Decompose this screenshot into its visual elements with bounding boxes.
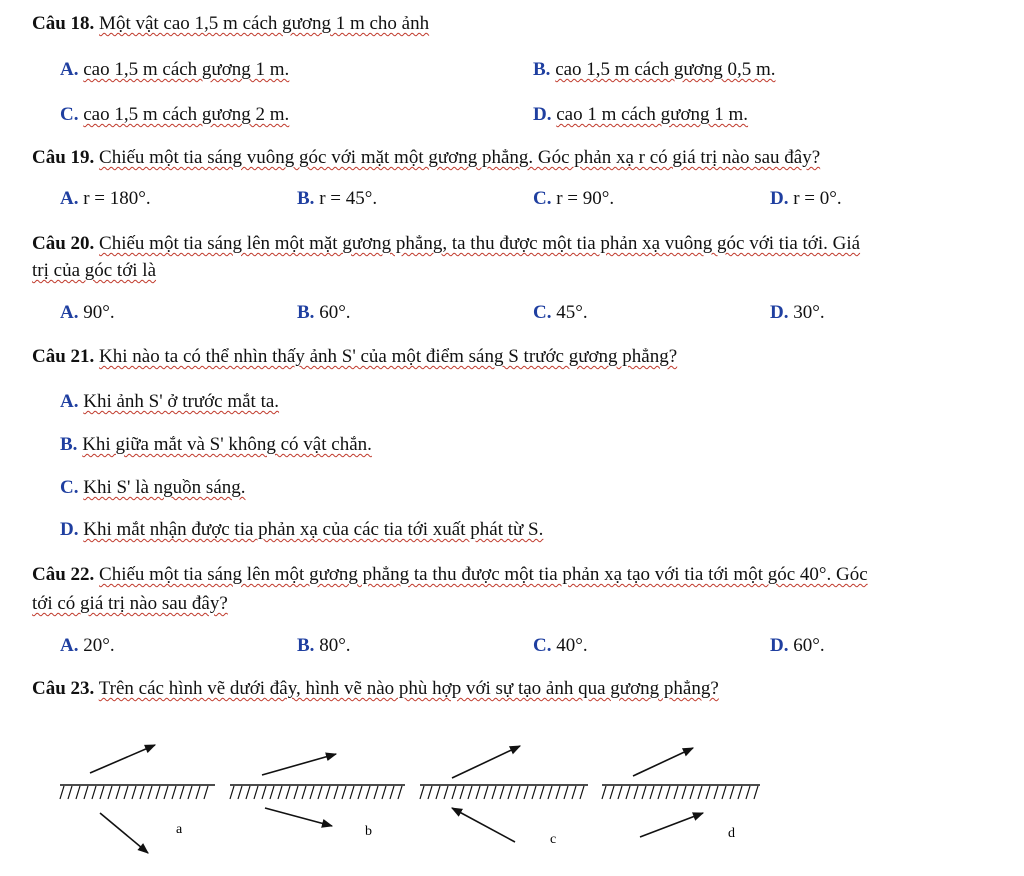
- mirror-hatch: [180, 786, 184, 799]
- mirror-hatch: [262, 786, 266, 799]
- option-letter: B.: [297, 188, 315, 209]
- mirror-hatch: [246, 786, 250, 799]
- mirror-hatch: [706, 786, 710, 799]
- option-a: [60, 634, 115, 658]
- question-number: Câu 22.: [32, 564, 95, 585]
- option-letter: C.: [533, 188, 552, 209]
- mirror-hatch: [572, 786, 576, 799]
- option-c: [533, 301, 588, 325]
- mirror-hatch: [746, 786, 750, 799]
- question-number: Câu 21.: [32, 346, 95, 367]
- mirror-hatch: [164, 786, 168, 799]
- option-letter: D.: [533, 104, 552, 125]
- option-text: 60°.: [793, 635, 825, 656]
- mirror-hatch: [358, 786, 362, 799]
- option-letter: D.: [770, 302, 789, 323]
- mirror-hatch: [124, 786, 128, 799]
- mirror-hatch: [100, 786, 104, 799]
- mirror-hatch: [492, 786, 496, 799]
- mirror-hatch: [580, 786, 584, 799]
- ray-above: [262, 754, 336, 775]
- ray-below: [100, 813, 148, 853]
- diagram-b: [230, 754, 405, 839]
- option-text: Khi giữa mắt và S' không có vật chắn.: [82, 434, 372, 455]
- mirror-hatch: [714, 786, 718, 799]
- mirror-hatch: [254, 786, 258, 799]
- mirror-hatch: [556, 786, 560, 799]
- mirror-hatch: [68, 786, 72, 799]
- option-letter: A.: [60, 302, 79, 323]
- option-a: [60, 390, 279, 414]
- option-letter: B.: [60, 434, 78, 455]
- mirror-hatch: [602, 786, 606, 799]
- mirror-hatch: [420, 786, 424, 799]
- question-text: Khi nào ta có thể nhìn thấy ảnh S' của một điểm sáng S trước gương phẳng?: [99, 346, 678, 367]
- option-letter: A.: [60, 635, 79, 656]
- mirror-hatch: [468, 786, 472, 799]
- question-22-line2: [32, 592, 228, 616]
- mirror-hatch: [156, 786, 160, 799]
- mirror-hatch: [382, 786, 386, 799]
- option-letter: C.: [60, 477, 79, 498]
- mirror-hatch: [650, 786, 654, 799]
- ray-below: [640, 813, 703, 837]
- question-23: [32, 677, 719, 701]
- question-19: [32, 146, 820, 170]
- mirror-hatch: [140, 786, 144, 799]
- mirror-hatch: [286, 786, 290, 799]
- mirror-hatch: [532, 786, 536, 799]
- question-21: [32, 345, 677, 369]
- mirror-hatch: [270, 786, 274, 799]
- option-text: 40°.: [556, 635, 588, 656]
- option-text: r = 180°.: [83, 188, 151, 209]
- question-number: Câu 18.: [32, 13, 95, 34]
- question-20: [32, 232, 860, 256]
- question-text-line2: trị của góc tới là: [32, 260, 157, 281]
- option-a: [60, 58, 289, 82]
- mirror-hatch: [132, 786, 136, 799]
- question-text: Trên các hình vẽ dưới đây, hình vẽ nào phù hợp với sự tạo ảnh qua gương phẳng?: [98, 678, 719, 699]
- mirror-hatch: [698, 786, 702, 799]
- mirror-hatch: [524, 786, 528, 799]
- option-b: [297, 634, 351, 658]
- mirror-hatch: [626, 786, 630, 799]
- option-c: [533, 187, 614, 211]
- mirror-hatch: [682, 786, 686, 799]
- mirror-hatch: [326, 786, 330, 799]
- mirror-hatch: [548, 786, 552, 799]
- option-a: [60, 187, 151, 211]
- mirror-hatch: [318, 786, 322, 799]
- question-text-line1: Chiếu một tia sáng lên một mặt gương phẳng, ta thu được một tia phản xạ vuông góc với tia tới. Giá: [99, 233, 861, 254]
- option-text: 90°.: [83, 302, 115, 323]
- option-letter: A.: [60, 391, 79, 412]
- mirror-hatch: [398, 786, 402, 799]
- option-letter: C.: [533, 635, 552, 656]
- option-d: [60, 518, 543, 542]
- mirror-hatch: [278, 786, 282, 799]
- diagram-a: [60, 745, 215, 853]
- ray-below: [452, 808, 515, 842]
- option-d: [533, 103, 748, 127]
- mirror-diagrams: [0, 725, 1024, 876]
- mirror-hatch: [204, 786, 208, 799]
- ray-above: [633, 748, 693, 776]
- mirror-hatch: [310, 786, 314, 799]
- option-c: [60, 103, 289, 127]
- option-text: 80°.: [319, 635, 351, 656]
- option-b: [297, 301, 351, 325]
- question-text: Chiếu một tia sáng vuông góc với mặt một gương phẳng. Góc phản xạ r có giá trị nào sau đây?: [99, 147, 821, 168]
- option-text: 30°.: [793, 302, 825, 323]
- question-number: Câu 23.: [32, 678, 95, 699]
- mirror-hatch: [60, 786, 64, 799]
- mirror-hatch: [730, 786, 734, 799]
- diagram-c: [420, 746, 588, 847]
- mirror-hatch: [634, 786, 638, 799]
- option-letter: A.: [60, 188, 79, 209]
- mirror-hatch: [334, 786, 338, 799]
- mirror-hatch: [84, 786, 88, 799]
- option-b: [60, 433, 372, 457]
- option-text: cao 1,5 m cách gương 0,5 m.: [555, 59, 776, 80]
- mirror-hatch: [452, 786, 456, 799]
- mirror-hatch: [436, 786, 440, 799]
- option-letter: A.: [60, 59, 79, 80]
- option-letter: C.: [60, 104, 79, 125]
- question-number: Câu 20.: [32, 233, 95, 254]
- ray-above: [452, 746, 520, 778]
- mirror-hatch: [366, 786, 370, 799]
- option-letter: D.: [770, 635, 789, 656]
- question-text-line2: tới có giá trị nào sau đây?: [32, 593, 228, 614]
- option-letter: C.: [533, 302, 552, 323]
- mirror-hatch: [484, 786, 488, 799]
- mirror-hatch: [342, 786, 346, 799]
- mirror-hatch: [230, 786, 234, 799]
- mirror-hatch: [666, 786, 670, 799]
- mirror-hatch: [738, 786, 742, 799]
- mirror-hatch: [444, 786, 448, 799]
- option-c: [533, 634, 588, 658]
- option-a: [60, 301, 115, 325]
- figure-label-b: b: [365, 824, 372, 839]
- mirror-hatch: [476, 786, 480, 799]
- mirror-hatch: [116, 786, 120, 799]
- question-number: Câu 19.: [32, 147, 95, 168]
- option-text: 20°.: [83, 635, 115, 656]
- question-20-line2: [32, 259, 156, 283]
- option-letter: D.: [60, 519, 79, 540]
- mirror-hatch: [658, 786, 662, 799]
- mirror-hatch: [428, 786, 432, 799]
- mirror-hatch: [148, 786, 152, 799]
- option-text: r = 0°.: [793, 188, 842, 209]
- option-d: [770, 301, 825, 325]
- question-18: [32, 12, 429, 36]
- question-text-line1: Chiếu một tia sáng lên một gương phẳng ta thu được một tia phản xạ tạo với tia tới một góc 40°. Góc: [99, 564, 868, 585]
- option-text: Khi ảnh S' ở trước mắt ta.: [83, 391, 280, 412]
- mirror-hatch: [508, 786, 512, 799]
- diagram-d: [602, 748, 760, 841]
- option-text: Khi S' là nguồn sáng.: [83, 477, 246, 498]
- mirror-hatch: [564, 786, 568, 799]
- figure-label-a: a: [176, 822, 183, 837]
- mirror-hatch: [350, 786, 354, 799]
- ray-above: [90, 745, 155, 773]
- option-letter: B.: [297, 635, 315, 656]
- figure-label-d: d: [728, 826, 735, 841]
- mirror-hatch: [92, 786, 96, 799]
- option-text: 45°.: [556, 302, 588, 323]
- mirror-hatch: [238, 786, 242, 799]
- ray-below: [265, 808, 332, 826]
- option-c: [60, 476, 246, 500]
- mirror-hatch: [76, 786, 80, 799]
- option-letter: B.: [533, 59, 551, 80]
- mirror-hatch: [374, 786, 378, 799]
- mirror-hatch: [500, 786, 504, 799]
- mirror-hatch: [390, 786, 394, 799]
- option-letter: D.: [770, 188, 789, 209]
- option-b: [533, 58, 776, 82]
- option-text: cao 1,5 m cách gương 2 m.: [83, 104, 290, 125]
- mirror-hatch: [188, 786, 192, 799]
- mirror-hatch: [690, 786, 694, 799]
- figure-label-c: c: [550, 832, 557, 847]
- option-text: r = 45°.: [319, 188, 378, 209]
- option-text: Khi mắt nhận được tia phản xạ của các tia tới xuất phát từ S.: [83, 519, 544, 540]
- mirror-hatch: [722, 786, 726, 799]
- option-letter: B.: [297, 302, 315, 323]
- option-b: [297, 187, 377, 211]
- option-d: [770, 634, 825, 658]
- option-d: [770, 187, 842, 211]
- option-text: cao 1,5 m cách gương 1 m.: [83, 59, 290, 80]
- question-22: [32, 563, 868, 587]
- mirror-hatch: [618, 786, 622, 799]
- option-text: r = 90°.: [556, 188, 615, 209]
- mirror-hatch: [642, 786, 646, 799]
- mirror-hatch: [294, 786, 298, 799]
- mirror-hatch: [302, 786, 306, 799]
- mirror-hatch: [540, 786, 544, 799]
- option-text: cao 1 m cách gương 1 m.: [556, 104, 749, 125]
- mirror-hatch: [196, 786, 200, 799]
- mirror-hatch: [460, 786, 464, 799]
- mirror-hatch: [108, 786, 112, 799]
- question-text: Một vật cao 1,5 m cách gương 1 m cho ảnh: [99, 13, 430, 34]
- option-text: 60°.: [319, 302, 351, 323]
- mirror-hatch: [610, 786, 614, 799]
- mirror-hatch: [754, 786, 758, 799]
- mirror-hatch: [516, 786, 520, 799]
- mirror-hatch: [172, 786, 176, 799]
- mirror-hatch: [674, 786, 678, 799]
